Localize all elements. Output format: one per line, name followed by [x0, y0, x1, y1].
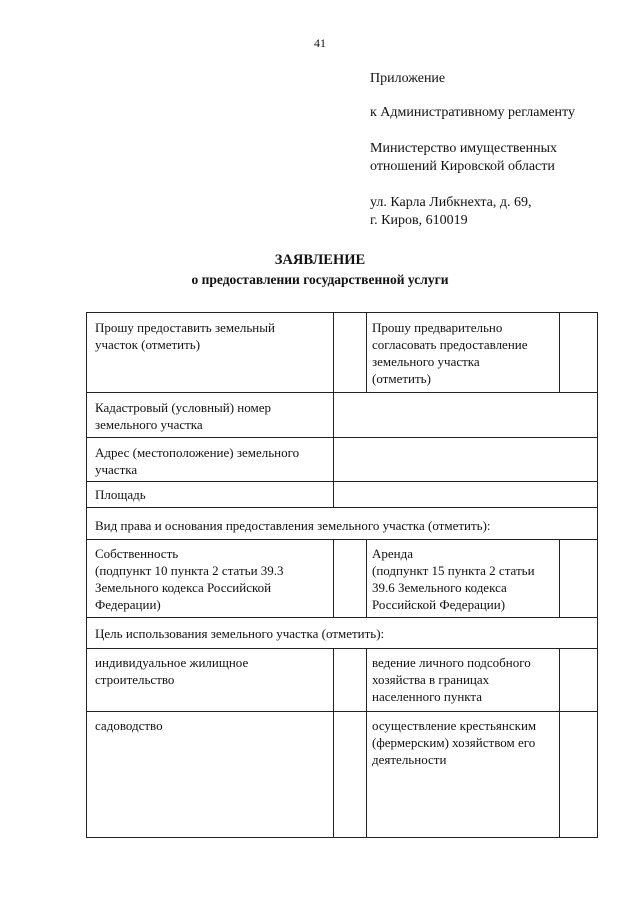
ministry-line-1: Министерство имущественных: [370, 141, 557, 156]
request-provide-label: [95, 319, 331, 353]
page-number: 41: [314, 36, 326, 50]
checkbox-provide[interactable]: [334, 314, 365, 391]
text-line: Прошу предварительно: [372, 320, 503, 335]
text-line: осуществление крестьянским: [372, 718, 537, 733]
checkbox-gardening[interactable]: [334, 712, 365, 837]
row-divider: [87, 507, 597, 508]
purpose-section-header: Цель использования земельного участка (отметить):: [95, 626, 385, 641]
column-divider: [366, 648, 367, 838]
cadastral-number-label: [95, 399, 331, 433]
document-title: ЗАЯВЛЕНИЕ: [274, 252, 366, 268]
lease-label: [372, 545, 558, 613]
text-line: Земельного кодекса Российской: [95, 580, 272, 595]
text-line: индивидуальное жилищное: [95, 655, 249, 670]
address-line-2: г. Киров, 610019: [370, 213, 468, 228]
ownership-label: [95, 545, 331, 613]
text-line: строительство: [95, 672, 175, 687]
regulation-label: к Административному регламенту: [370, 105, 575, 120]
address-label: [95, 444, 331, 478]
text-line: (подпункт 10 пункта 2 статьи 39.3: [95, 563, 284, 578]
appendix-label: Приложение: [370, 71, 446, 86]
address-line-1: ул. Карла Либкнехта, д. 69,: [370, 195, 532, 210]
text-line: 39.6 Земельного кодекса: [372, 580, 507, 595]
text-line: хозяйства в границах: [372, 672, 490, 687]
text-line: участок (отметить): [95, 337, 201, 352]
request-preapprove-label: [372, 319, 558, 387]
text-line: Федерации): [95, 597, 161, 612]
text-line: деятельности: [372, 752, 447, 767]
addressee-block: [370, 70, 630, 230]
text-line: Кадастровый (условный) номер: [95, 400, 272, 415]
rights-section-header: Вид права и основания предоставления земельного участка (отметить):: [95, 518, 491, 533]
text-line: ведение личного подсобного: [372, 655, 531, 670]
text-line: (фермерским) хозяйством его: [372, 735, 536, 750]
application-form-table: [86, 312, 598, 838]
text-line: Аренда: [372, 546, 413, 561]
checkbox-farming-peasant[interactable]: [560, 712, 597, 837]
text-line: согласовать предоставление: [372, 337, 528, 352]
cadastral-number-input[interactable]: [334, 393, 597, 436]
checkbox-preapprove[interactable]: [560, 314, 597, 391]
area-label: Площадь: [95, 487, 146, 502]
checkbox-lease[interactable]: [560, 540, 597, 616]
document-subtitle: о предоставлении государственной услуги: [191, 272, 449, 287]
text-line: земельного участка: [372, 354, 480, 369]
text-line: Прошу предоставить земельный: [95, 320, 275, 335]
farming-peasant-label: [372, 717, 558, 768]
text-line: Собственность: [95, 546, 179, 561]
row-divider: [87, 617, 597, 618]
text-line: Адрес (местоположение) земельного: [95, 445, 300, 460]
ministry-line-2: отношений Кировской области: [370, 159, 555, 174]
text-line: населенного пункта: [372, 689, 483, 704]
checkbox-housing[interactable]: [334, 649, 365, 710]
text-line: земельного участка: [95, 417, 203, 432]
column-divider: [366, 539, 367, 617]
text-line: Российской Федерации): [372, 597, 506, 612]
checkbox-farming-personal[interactable]: [560, 649, 597, 710]
column-divider: [366, 313, 367, 392]
gardening-label: садоводство: [95, 718, 163, 733]
housing-label: [95, 654, 331, 688]
text-line: (отметить): [372, 371, 431, 386]
address-input[interactable]: [334, 438, 597, 480]
text-line: участка: [95, 462, 138, 477]
text-line: (подпункт 15 пункта 2 статьи: [372, 563, 535, 578]
checkbox-ownership[interactable]: [334, 540, 365, 616]
farming-personal-label: [372, 654, 558, 705]
